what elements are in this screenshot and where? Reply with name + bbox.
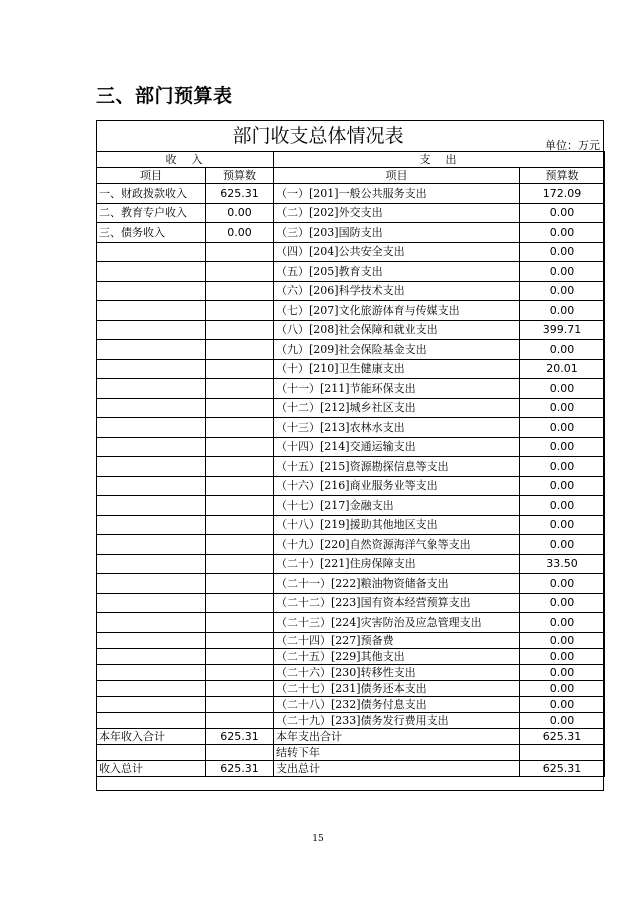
table-row (97, 696, 605, 712)
expense-value-cell: 0.00 (520, 398, 605, 418)
income-item-cell (97, 593, 206, 613)
income-item-cell (97, 320, 206, 340)
table-row (97, 281, 605, 301)
expense-value-cell: 0.00 (520, 379, 605, 399)
income-value-cell (206, 574, 274, 594)
expense-item-cell: （二十九）[233]债务发行费用支出 (274, 712, 520, 728)
table-row (97, 359, 605, 379)
table-row (97, 320, 605, 340)
total-row (97, 744, 605, 760)
table-row (97, 203, 605, 223)
total-row (97, 728, 605, 744)
income-value-cell: 0.00 (206, 223, 274, 243)
income-item-cell (97, 712, 206, 728)
income-value-cell: 625.31 (206, 184, 274, 204)
header-row-group (97, 152, 605, 168)
income-value-cell (206, 696, 274, 712)
expense-value-cell: 0.00 (520, 203, 605, 223)
income-value-cell (206, 301, 274, 321)
income-value-cell: 0.00 (206, 203, 274, 223)
expense-item-cell: （十）[210]卫生健康支出 (274, 359, 520, 379)
income-budget-header: 预算数 (206, 168, 274, 184)
expense-value-cell: 0.00 (520, 223, 605, 243)
income-item-cell (97, 515, 206, 535)
expense-value-cell: 0.00 (520, 262, 605, 282)
expense-value-cell: 0.00 (520, 664, 605, 680)
table-row (97, 223, 605, 243)
income-value-cell (206, 535, 274, 555)
table-row (97, 398, 605, 418)
expense-item-cell: （五）[205]教育支出 (274, 262, 520, 282)
expense-item-cell: （十七）[217]金融支出 (274, 496, 520, 516)
income-value-cell (206, 632, 274, 648)
table-row (97, 262, 605, 282)
income-item-cell (97, 418, 206, 438)
income-value-cell (206, 242, 274, 262)
table-row (97, 712, 605, 728)
income-value-cell (206, 712, 274, 728)
table-row (97, 664, 605, 680)
income-value-cell (206, 398, 274, 418)
table-row (97, 242, 605, 262)
expense-grand-total-label: 支出总计 (274, 760, 520, 776)
income-value-cell (206, 680, 274, 696)
table-row (97, 437, 605, 457)
income-item-cell: 二、教育专户收入 (97, 203, 206, 223)
table-row (97, 184, 605, 204)
income-item-cell (97, 632, 206, 648)
income-item-cell (97, 680, 206, 696)
income-item-cell (97, 340, 206, 360)
expense-year-total-label: 本年支出合计 (274, 728, 520, 744)
table-row (97, 574, 605, 594)
section-title: 三、部门预算表 (96, 85, 233, 107)
table-row (97, 418, 605, 438)
expense-value-cell: 20.01 (520, 359, 605, 379)
expense-item-cell: （十一）[211]节能环保支出 (274, 379, 520, 399)
expense-value-cell: 0.00 (520, 515, 605, 535)
expense-value-cell: 0.00 (520, 712, 605, 728)
expense-item-cell: （二十一）[222]粮油物资储备支出 (274, 574, 520, 594)
expense-item-cell: （一）[201]一般公共服务支出 (274, 184, 520, 204)
income-item-cell (97, 437, 206, 457)
table-row (97, 340, 605, 360)
income-grand-total-label: 收入总计 (97, 760, 206, 776)
income-value-cell (206, 664, 274, 680)
income-item-cell (97, 476, 206, 496)
income-item-cell (97, 301, 206, 321)
expense-item-cell: （十三）[213]农林水支出 (274, 418, 520, 438)
expense-item-cell: （八）[208]社会保障和就业支出 (274, 320, 520, 340)
table-row (97, 535, 605, 555)
income-value-cell (206, 320, 274, 340)
income-item-cell (97, 398, 206, 418)
income-value-cell (206, 554, 274, 574)
expense-value-cell: 0.00 (520, 281, 605, 301)
income-item-cell (97, 664, 206, 680)
expense-value-cell: 0.00 (520, 535, 605, 555)
income-item-cell (97, 554, 206, 574)
page-number: 15 (312, 834, 324, 844)
income-item-cell (97, 379, 206, 399)
table-row (97, 301, 605, 321)
income-item-cell: 三、债务收入 (97, 223, 206, 243)
table-row (97, 680, 605, 696)
expense-item-cell: （十九）[220]自然资源海洋气象等支出 (274, 535, 520, 555)
expense-item-header: 项目 (274, 168, 520, 184)
table-title: 部门收支总体情况表 (232, 125, 404, 147)
income-value-cell (206, 593, 274, 613)
expense-item-cell: （二十七）[231]债务还本支出 (274, 680, 520, 696)
table-row (97, 457, 605, 477)
table-row (97, 632, 605, 648)
expense-value-cell: 0.00 (520, 301, 605, 321)
expense-item-cell: （十二）[212]城乡社区支出 (274, 398, 520, 418)
table-row (97, 554, 605, 574)
expense-value-cell: 0.00 (520, 593, 605, 613)
expense-item-cell: （十五）[215]资源勘探信息等支出 (274, 457, 520, 477)
table-row (97, 476, 605, 496)
income-item-header: 项目 (97, 168, 206, 184)
expense-value-cell: 0.00 (520, 476, 605, 496)
expense-item-cell: （二十四）[227]预备费 (274, 632, 520, 648)
expense-year-total-value: 625.31 (520, 728, 605, 744)
income-value-cell (206, 418, 274, 438)
expense-item-cell: （二十二）[223]国有资本经营预算支出 (274, 593, 520, 613)
expense-value-cell: 399.71 (520, 320, 605, 340)
expense-item-cell: （二十）[221]住房保障支出 (274, 554, 520, 574)
income-value-cell (206, 515, 274, 535)
expense-value-cell: 0.00 (520, 242, 605, 262)
expense-item-cell: （十四）[214]交通运输支出 (274, 437, 520, 457)
income-value-cell (206, 340, 274, 360)
income-item-cell (97, 457, 206, 477)
expense-value-cell: 0.00 (520, 613, 605, 633)
income-year-total-label: 本年收入合计 (97, 728, 206, 744)
expense-item-cell: （二十三）[224]灾害防治及应急管理支出 (274, 613, 520, 633)
income-item-cell (97, 613, 206, 633)
expense-item-cell: （二十六）[230]转移性支出 (274, 664, 520, 680)
expense-item-cell: （十六）[216]商业服务业等支出 (274, 476, 520, 496)
income-value-cell (206, 262, 274, 282)
expense-item-cell: （二十八）[232]债务付息支出 (274, 696, 520, 712)
income-item-cell (97, 696, 206, 712)
income-value-cell (206, 281, 274, 301)
income-value-cell (206, 359, 274, 379)
expense-value-cell: 172.09 (520, 184, 605, 204)
expense-value-cell: 0.00 (520, 696, 605, 712)
expense-value-cell: 0.00 (520, 340, 605, 360)
income-value-cell (206, 437, 274, 457)
total-row (97, 760, 605, 776)
unit-label: 单位：万元 (545, 139, 600, 152)
expense-budget-header: 预算数 (520, 168, 605, 184)
header-row-columns (97, 168, 605, 184)
table-row (97, 613, 605, 633)
carryover-value (520, 744, 605, 760)
expense-value-cell: 0.00 (520, 632, 605, 648)
income-value-cell (206, 496, 274, 516)
income-value-cell (206, 476, 274, 496)
income-value-cell (206, 613, 274, 633)
income-item-cell (97, 359, 206, 379)
income-item-cell (97, 496, 206, 516)
expense-item-cell: （十八）[219]援助其他地区支出 (274, 515, 520, 535)
expense-item-cell: （二）[202]外交支出 (274, 203, 520, 223)
income-item-cell (97, 535, 206, 555)
blank-cell (206, 744, 274, 760)
expense-item-cell: （九）[209]社会保险基金支出 (274, 340, 520, 360)
expense-value-cell: 0.00 (520, 457, 605, 477)
table-row (97, 593, 605, 613)
income-item-cell (97, 262, 206, 282)
income-item-cell (97, 242, 206, 262)
expense-value-cell: 0.00 (520, 574, 605, 594)
income-value-cell (206, 379, 274, 399)
expense-item-cell: （四）[204]公共安全支出 (274, 242, 520, 262)
expense-item-cell: （七）[207]文化旅游体育与传媒支出 (274, 301, 520, 321)
income-grand-total-value: 625.31 (206, 760, 274, 776)
expense-item-cell: （二十五）[229]其他支出 (274, 648, 520, 664)
expense-value-cell: 0.00 (520, 418, 605, 438)
income-value-cell (206, 648, 274, 664)
expense-item-cell: （六）[206]科学技术支出 (274, 281, 520, 301)
table-row (97, 379, 605, 399)
income-item-cell (97, 574, 206, 594)
expense-value-cell: 0.00 (520, 437, 605, 457)
table-row (97, 648, 605, 664)
income-item-cell (97, 648, 206, 664)
budget-table (96, 151, 605, 777)
expense-value-cell: 33.50 (520, 554, 605, 574)
expense-item-cell: （三）[203]国防支出 (274, 223, 520, 243)
income-year-total-value: 625.31 (206, 728, 274, 744)
income-item-cell: 一、财政拨款收入 (97, 184, 206, 204)
expense-header: 支 出 (274, 152, 605, 168)
income-item-cell (97, 281, 206, 301)
expense-value-cell: 0.00 (520, 648, 605, 664)
expense-value-cell: 0.00 (520, 680, 605, 696)
table-row (97, 496, 605, 516)
expense-value-cell: 0.00 (520, 496, 605, 516)
expense-grand-total-value: 625.31 (520, 760, 605, 776)
income-value-cell (206, 457, 274, 477)
blank-cell (97, 744, 206, 760)
table-row (97, 515, 605, 535)
carryover-label: 结转下年 (274, 744, 520, 760)
income-header: 收 入 (97, 152, 274, 168)
